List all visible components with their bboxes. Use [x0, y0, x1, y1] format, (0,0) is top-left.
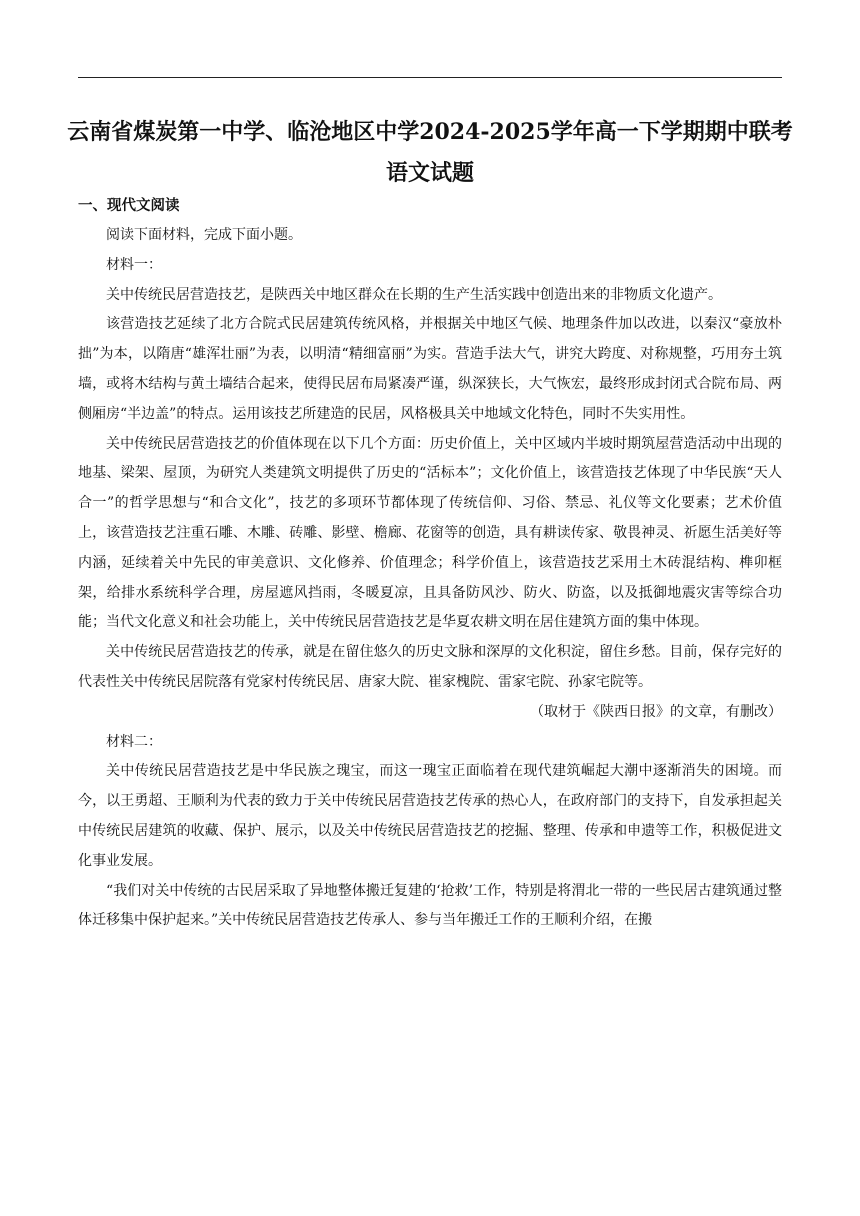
section-heading: 一、现代文阅读 [78, 197, 180, 214]
material-2-paragraph: 关中传统民居营造技艺是中华民族之瑰宝，而这一瑰宝正面临着在现代建筑崛起大潮中逐渐消失的困境。而今，以王勇超、王顺利为代表的致力于关中传统民居营造技艺传承的热心人，在政府部门的支持下，自发承担起关中传统民居建筑的收藏、保护、展示，以及关中传统民居营造技艺的挖掘、整理、传承和申遗等工作，积极促进文化事业发展。 [78, 763, 782, 869]
material-1-paragraph: 关中传统民居营造技艺，是陕西关中地区群众在长期的生产生活实践中创造出来的非物质文化遗产。 [106, 286, 722, 303]
document-title: 云南省煤炭第一中学、临沧地区中学2024-2025学年高一下学期期中联考 [67, 119, 793, 145]
material-1-paragraph: 该营造技艺延续了北方合院式民居建筑传统风格，并根据关中地区气候、地理条件加以改进，以秦汉“豪放朴拙”为本，以隋唐“雄浑壮丽”为表，以明清“精细富丽”为实。营造手法大气，讲究大跨度、对称规整，巧用夯土筑墙，或将木结构与黄土墙结合起来，使得民居布局紧凑严谨，纵深狭长，大气恢宏，最终形成封闭式合院布局、两侧厢房“半边盖”的特点。运用该技艺所建造的民居，风格极具关中地域文化特色，同时不失实用性。 [78, 316, 782, 422]
material-1-paragraph: 关中传统民居营造技艺的传承，就是在留住悠久的历史文脉和深厚的文化积淀，留住乡愁。目前，保存完好的代表性关中传统民居院落有党家村传统民居、唐家大院、崔家槐院、雷家宅院、孙家宅院等。 [78, 644, 782, 690]
document-subtitle: 语文试题 [385, 160, 474, 186]
instruction-text: 阅读下面材料，完成下面小题。 [106, 227, 302, 243]
header-rule [78, 77, 782, 78]
material-1-source: （取材于《陕西日报》的文章，有删改） [530, 703, 782, 720]
material-2-label: 材料二： [106, 733, 162, 750]
material-1-paragraph: 关中传统民居营造技艺的价值体现在以下几个方面：历史价值上，关中区域内半坡时期筑屋营造活动中出现的地基、梁架、屋顶，为研究人类建筑文明提供了历史的“活标本”；文化价值上，该营造技艺体现了中华民族“天人合一”的哲学思想与“和合文化”，技艺的多项环节都体现了传统信仰、习俗、禁忌、礼仪等文化要素；艺术价值上，该营造技艺注重石雕、木雕、砖雕、影壁、檐廊、花窗等的创造，具有耕读传家、敬畏神灵、祈愿生活美好等内涵，延续着关中先民的审美意识、文化修养、价值理念；科学价值上，该营造技艺采用土木砖混结构、榫卯框架，给排水系统科学合理，房屋遮风挡雨，冬暖夏凉，且具备防风沙、防火、防盗，以及抵御地震灾害等综合功能；当代文化意义和社会功能上，关中传统民居营造技艺是华夏农耕文明在居住建筑方面的集中体现。 [78, 435, 782, 631]
material-2-paragraph: “我们对关中传统的古民居采取了异地整体搬迁复建的‘抢救’工作，特别是将渭北一带的一些民居古建筑通过整体迁移集中保护起来。”关中传统民居营造技艺传承人、参与当年搬迁工作的王顺利介绍，在搬 [78, 882, 782, 929]
reading-passage [78, 221, 782, 936]
material-1-label: 材料一： [106, 256, 162, 273]
